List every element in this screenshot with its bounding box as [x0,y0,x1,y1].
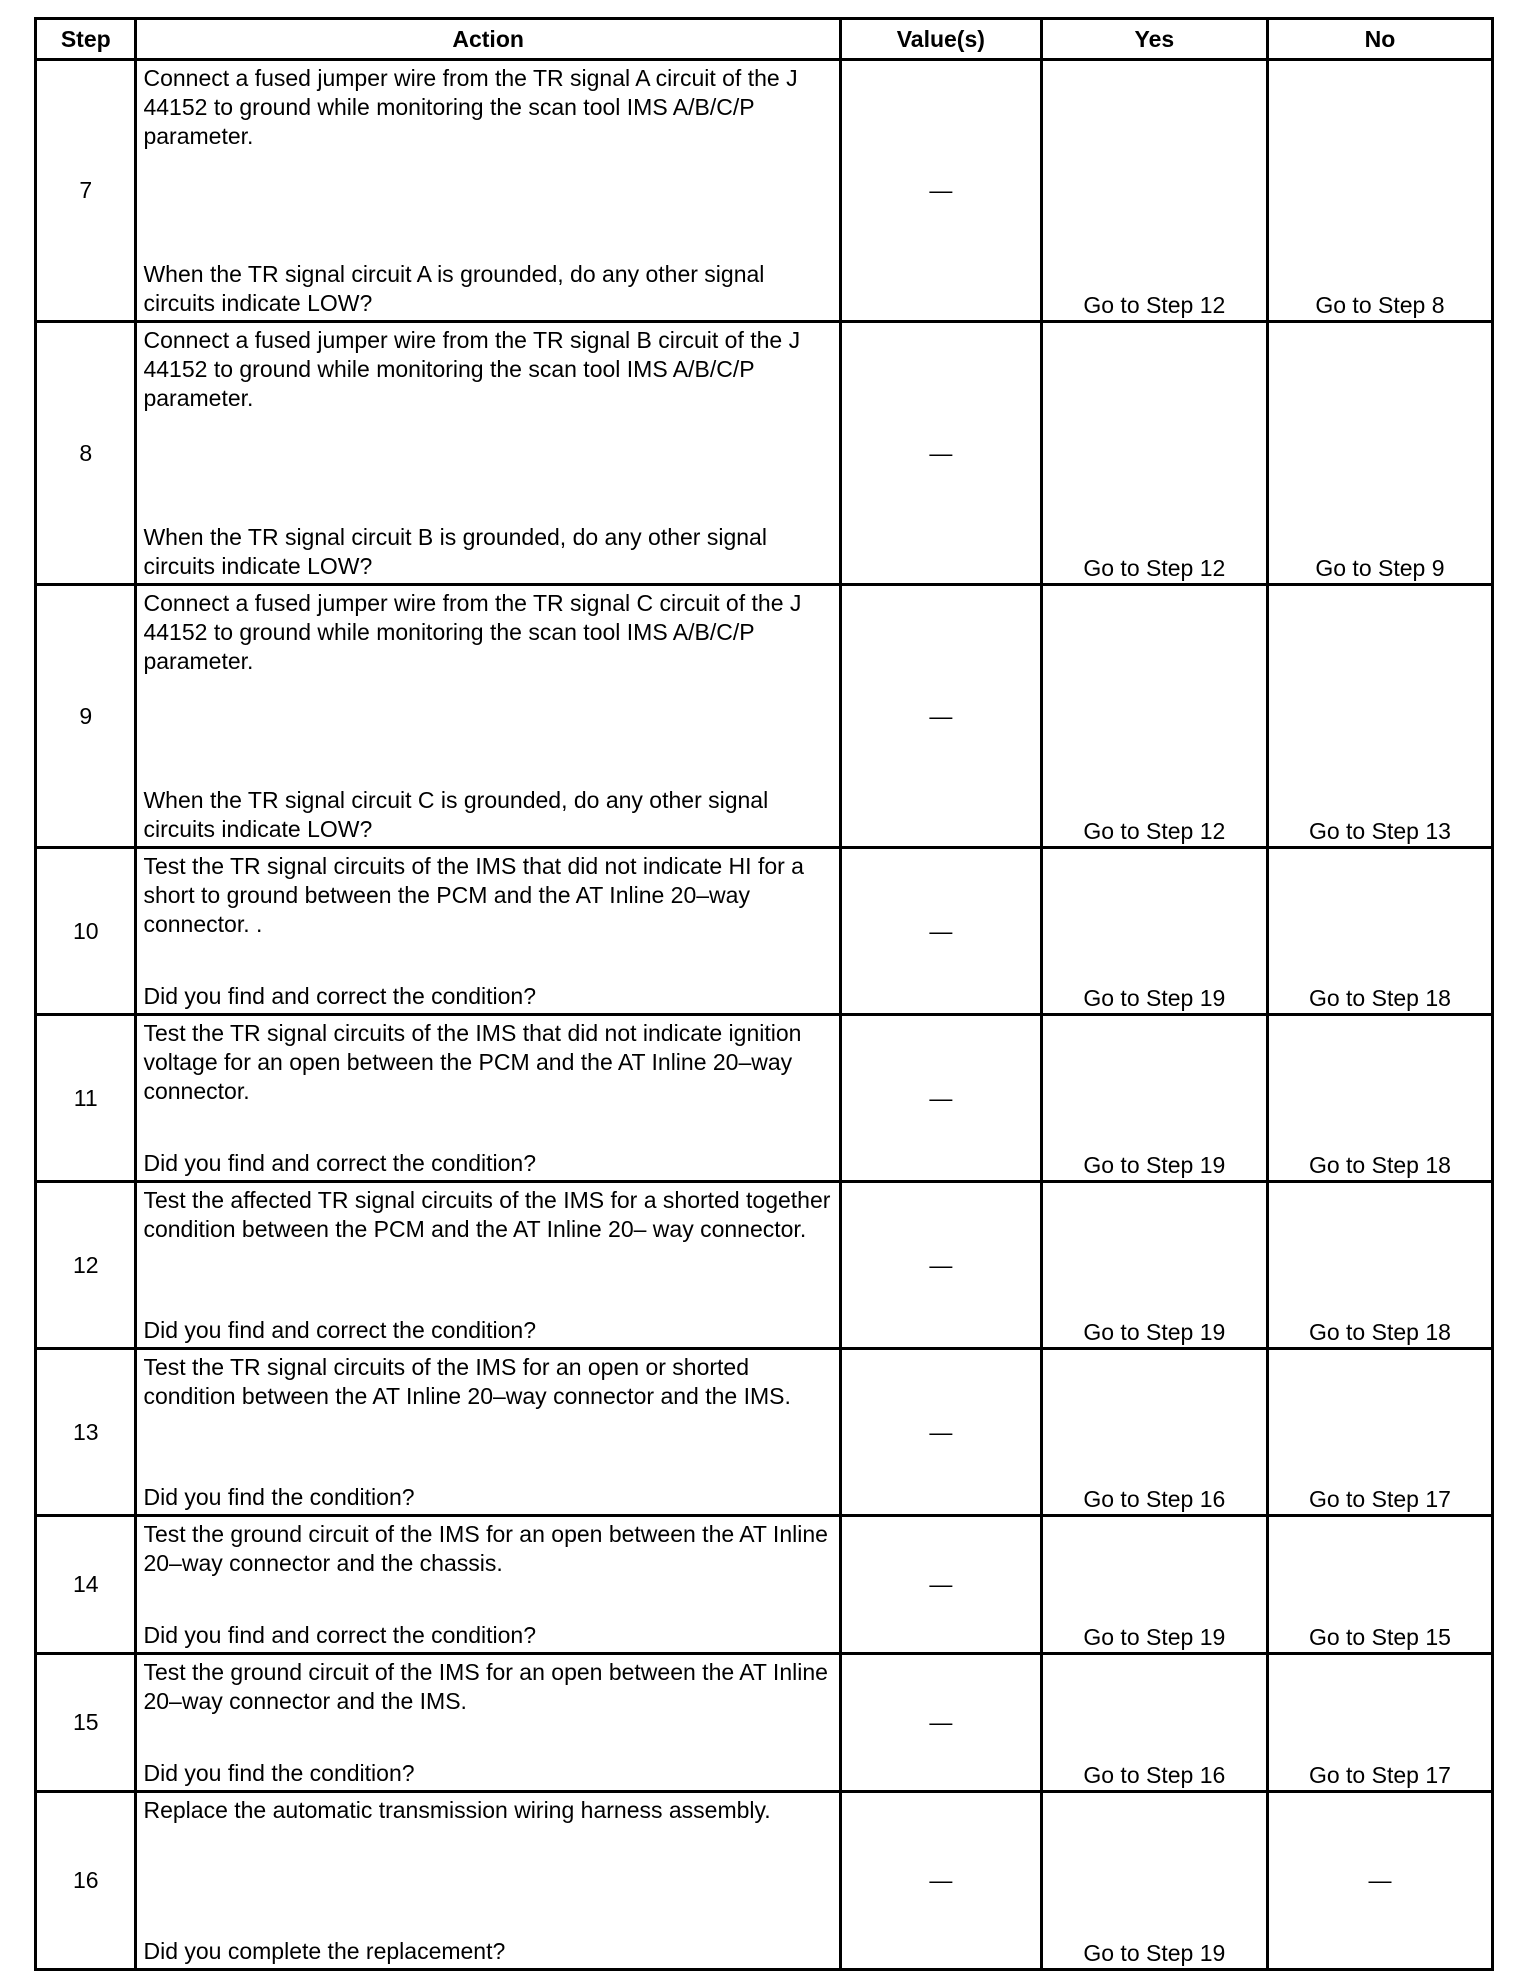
step-number: 15 [36,1654,136,1792]
action-instruction: Test the affected TR signal circuits of the IMS for a shorted together condition between the PCM and the AT Inline 20– way connector. [143,1187,831,1242]
no-cell: — [1267,1792,1492,1970]
step-number: 9 [36,585,136,848]
no-cell: Go to Step 13 [1267,585,1492,848]
action-cell [136,1792,840,1970]
step-number: 7 [36,60,136,322]
action-cell [136,585,840,848]
action-cell [136,1516,840,1654]
yes-cell: Go to Step 19 [1041,1792,1267,1970]
yes-cell: Go to Step 19 [1041,1015,1267,1182]
value-cell: — [840,585,1041,848]
step-number: 11 [36,1015,136,1182]
action-cell [136,322,840,585]
yes-cell: Go to Step 16 [1041,1349,1267,1516]
action-question: When the TR signal circuit B is grounded, do any other signal circuits indicate LOW? [143,524,767,579]
no-cell: Go to Step 18 [1267,1182,1492,1349]
table-row [36,1516,1493,1654]
no-cell: Go to Step 17 [1267,1654,1492,1792]
step-number: 12 [36,1182,136,1349]
table-row [36,1015,1493,1182]
action-question: When the TR signal circuit C is grounded, do any other signal circuits indicate LOW? [143,787,769,842]
no-cell: Go to Step 15 [1267,1516,1492,1654]
value-cell: — [840,1792,1041,1970]
value-cell: — [840,322,1041,585]
action-question: Did you complete the replacement? [143,1938,506,1964]
no-cell: Go to Step 8 [1267,60,1492,322]
no-cell: Go to Step 17 [1267,1349,1492,1516]
action-question: Did you find and correct the condition? [143,1622,536,1648]
table-row [36,1349,1493,1516]
header-step: Step [36,19,136,60]
yes-cell: Go to Step 19 [1041,1182,1267,1349]
header-row [36,19,1493,60]
diagnostic-table [34,17,1494,1971]
table-row [36,60,1493,322]
yes-cell: Go to Step 16 [1041,1654,1267,1792]
table-row [36,848,1493,1015]
action-cell [136,60,840,322]
header-action: Action [136,19,840,60]
yes-cell: Go to Step 12 [1041,322,1267,585]
action-question: Did you find the condition? [143,1760,415,1786]
yes-cell: Go to Step 12 [1041,60,1267,322]
header-yes: Yes [1041,19,1267,60]
step-number: 13 [36,1349,136,1516]
value-cell: — [840,1516,1041,1654]
value-cell: — [840,60,1041,322]
value-cell: — [840,1654,1041,1792]
table-row [36,1792,1493,1970]
action-question: When the TR signal circuit A is grounded, do any other signal circuits indicate LOW? [143,261,765,316]
action-instruction: Connect a fused jumper wire from the TR signal A circuit of the J 44152 to ground while monitoring the scan tool IMS A/B/C/P parameter. [143,65,798,149]
table-row [36,1182,1493,1349]
step-number: 14 [36,1516,136,1654]
action-cell [136,1654,840,1792]
value-cell: — [840,1349,1041,1516]
action-cell [136,1349,840,1516]
no-cell: Go to Step 9 [1267,322,1492,585]
action-instruction: Test the TR signal circuits of the IMS that did not indicate HI for a short to ground between the PCM and the AT Inline 20–way connector. . [143,853,804,937]
yes-cell: Go to Step 12 [1041,585,1267,848]
action-instruction: Connect a fused jumper wire from the TR signal C circuit of the J 44152 to ground while monitoring the scan tool IMS A/B/C/P parameter. [143,590,802,674]
action-instruction: Test the TR signal circuits of the IMS for an open or shorted condition between the AT Inline 20–way connector and the IMS. [143,1354,791,1409]
table-row [36,1654,1493,1792]
action-instruction: Connect a fused jumper wire from the TR signal B circuit of the J 44152 to ground while monitoring the scan tool IMS A/B/C/P parameter. [143,327,801,411]
action-question: Did you find the condition? [143,1484,415,1510]
header-values: Value(s) [840,19,1041,60]
table-row [36,322,1493,585]
step-number: 16 [36,1792,136,1970]
step-number: 10 [36,848,136,1015]
action-cell [136,1182,840,1349]
action-instruction: Replace the automatic transmission wiring harness assembly. [143,1797,771,1823]
value-cell: — [840,848,1041,1015]
yes-cell: Go to Step 19 [1041,848,1267,1015]
action-cell [136,1015,840,1182]
value-cell: — [840,1015,1041,1182]
action-question: Did you find and correct the condition? [143,983,536,1009]
yes-cell: Go to Step 19 [1041,1516,1267,1654]
action-instruction: Test the ground circuit of the IMS for an open between the AT Inline 20–way connector and the IMS. [143,1659,828,1714]
no-cell: Go to Step 18 [1267,848,1492,1015]
action-instruction: Test the TR signal circuits of the IMS that did not indicate ignition voltage for an open between the PCM and the AT Inline 20–way connector. [143,1020,802,1104]
header-no: No [1267,19,1492,60]
action-question: Did you find and correct the condition? [143,1317,536,1343]
action-instruction: Test the ground circuit of the IMS for an open between the AT Inline 20–way connector and the chassis. [143,1521,828,1576]
value-cell: — [840,1182,1041,1349]
table-row [36,585,1493,848]
step-number: 8 [36,322,136,585]
action-cell [136,848,840,1015]
action-question: Did you find and correct the condition? [143,1150,536,1176]
no-cell: Go to Step 18 [1267,1015,1492,1182]
